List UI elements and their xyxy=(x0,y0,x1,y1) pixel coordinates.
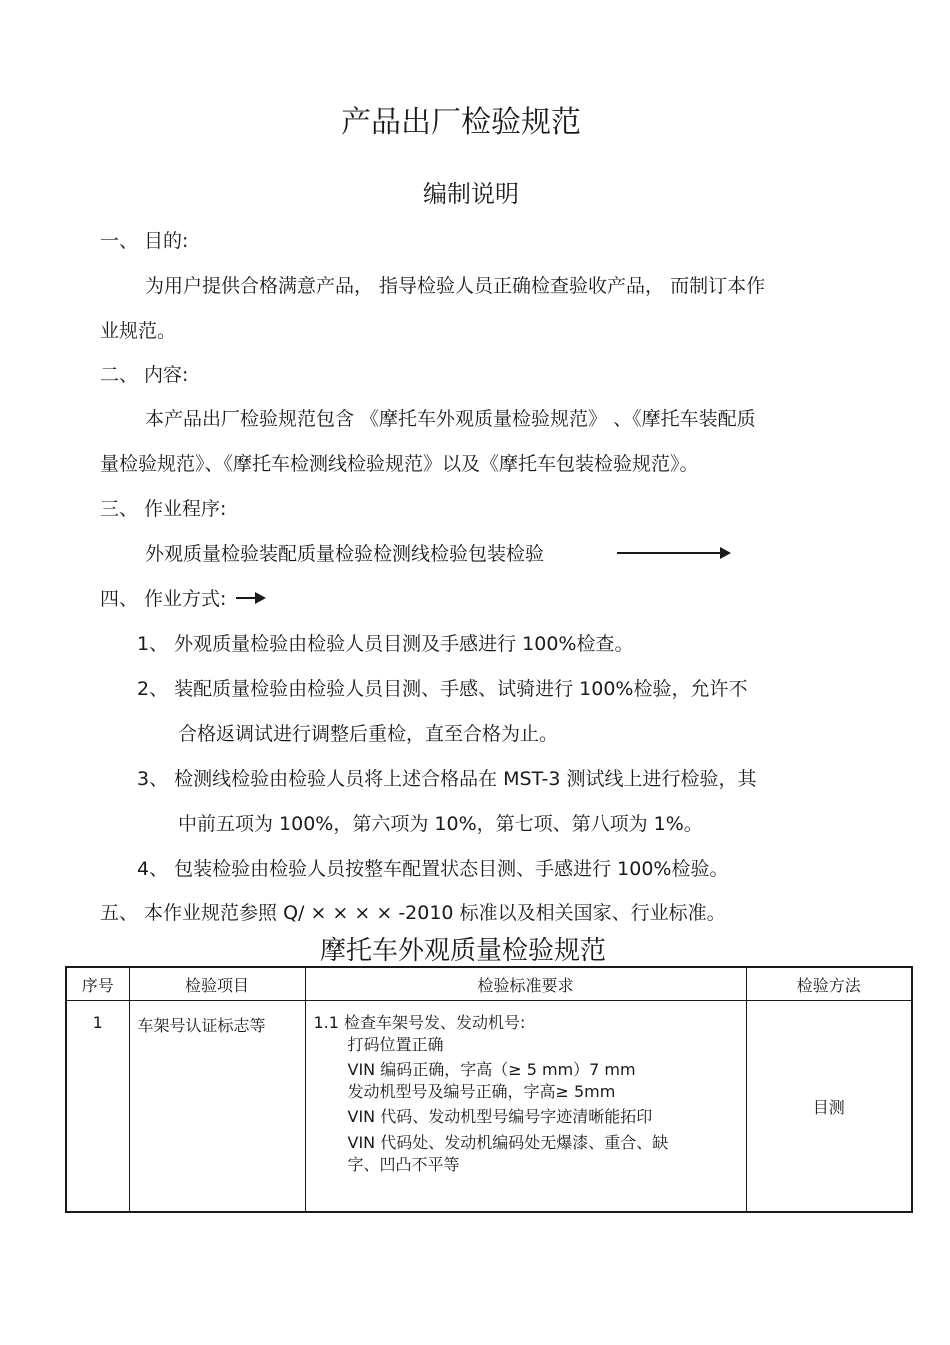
process-arrow xyxy=(617,552,729,554)
row-item: 车架号认证标志等 xyxy=(129,1001,305,1213)
standard-line: VIN 代码处、发动机编码处无爆漆、重合、缺 xyxy=(347,1132,669,1152)
document-subtitle: 编制说明 xyxy=(423,180,519,208)
section-5-line: 五、 本作业规范参照 Q/ × × × × -2010 标准以及相关国家、行业标准。 xyxy=(100,902,726,924)
standard-line: VIN 代码、发动机型号编号字迹清晰能拓印 xyxy=(347,1107,653,1127)
section-4-item-2: 2、 装配质量检验由检验人员目测、手感、试骑进行 100%检验，允许不 xyxy=(137,678,748,700)
section-4-item-2-cont: 合格返调试进行调整后重检，直至合格为止。 xyxy=(178,723,559,745)
section-2-body-line-1: 本产品出厂检验规范包含 《摩托车外观质量检验规范》 、《摩托车装配质 xyxy=(145,408,756,430)
standard-line: 1.1 检查车架号发、发动机号: xyxy=(313,1013,526,1032)
section-3-process-flow: 外观质量检验装配质量检验检测线检验包装检验 xyxy=(145,543,545,565)
section-4-item-1: 1、 外观质量检验由检验人员目测及手感进行 100%检查。 xyxy=(137,633,634,655)
document-title: 产品出厂检验规范 xyxy=(341,105,581,140)
table-row xyxy=(66,1001,912,1213)
section-4-heading: 四、 作业方式: xyxy=(100,588,227,610)
header-method: 检验方法 xyxy=(746,967,912,1001)
header-number: 序号 xyxy=(66,967,129,1001)
row-standard xyxy=(305,1001,746,1213)
header-item: 检验项目 xyxy=(129,967,305,1001)
inspection-table xyxy=(65,966,913,1213)
section-1-body-line-2: 业规范。 xyxy=(100,320,177,342)
header-standard: 检验标准要求 xyxy=(305,967,746,1001)
heading-arrow xyxy=(236,597,264,599)
section-1-body-line-1: 为用户提供合格满意产品， 指导检验人员正确检查验收产品， 而制订本作 xyxy=(145,275,766,297)
standard-line: 字、凹凸不平等 xyxy=(347,1154,460,1174)
standard-line: VIN 编码正确，字高（≥ 5 mm）7 mm xyxy=(347,1060,636,1080)
section-4-item-3: 3、 检测线检验由检验人员将上述合格品在 MST-3 测试线上进行检验，其 xyxy=(137,768,757,790)
row-method: 目测 xyxy=(746,1001,912,1213)
standard-line: 发动机型号及编号正确，字高≥ 5mm xyxy=(347,1081,616,1101)
standard-line: 打码位置正确 xyxy=(347,1034,444,1054)
table-title: 摩托车外观质量检验规范 xyxy=(319,936,606,966)
section-2-heading: 二、 内容: xyxy=(100,364,189,386)
section-1-heading: 一、 目的: xyxy=(100,230,189,252)
section-4-item-3-cont: 中前五项为 100%，第六项为 10%，第七项、第八项为 1%。 xyxy=(178,813,703,835)
table-header-row xyxy=(66,967,912,1001)
row-number: 1 xyxy=(66,1001,129,1213)
section-3-heading: 三、 作业程序: xyxy=(100,498,227,520)
section-2-body-line-2: 量检验规范》、《摩托车检测线检验规范》以及《摩托车包装检验规范》。 xyxy=(100,453,699,475)
section-4-item-4: 4、 包装检验由检验人员按整车配置状态目测、手感进行 100%检验。 xyxy=(137,858,729,880)
